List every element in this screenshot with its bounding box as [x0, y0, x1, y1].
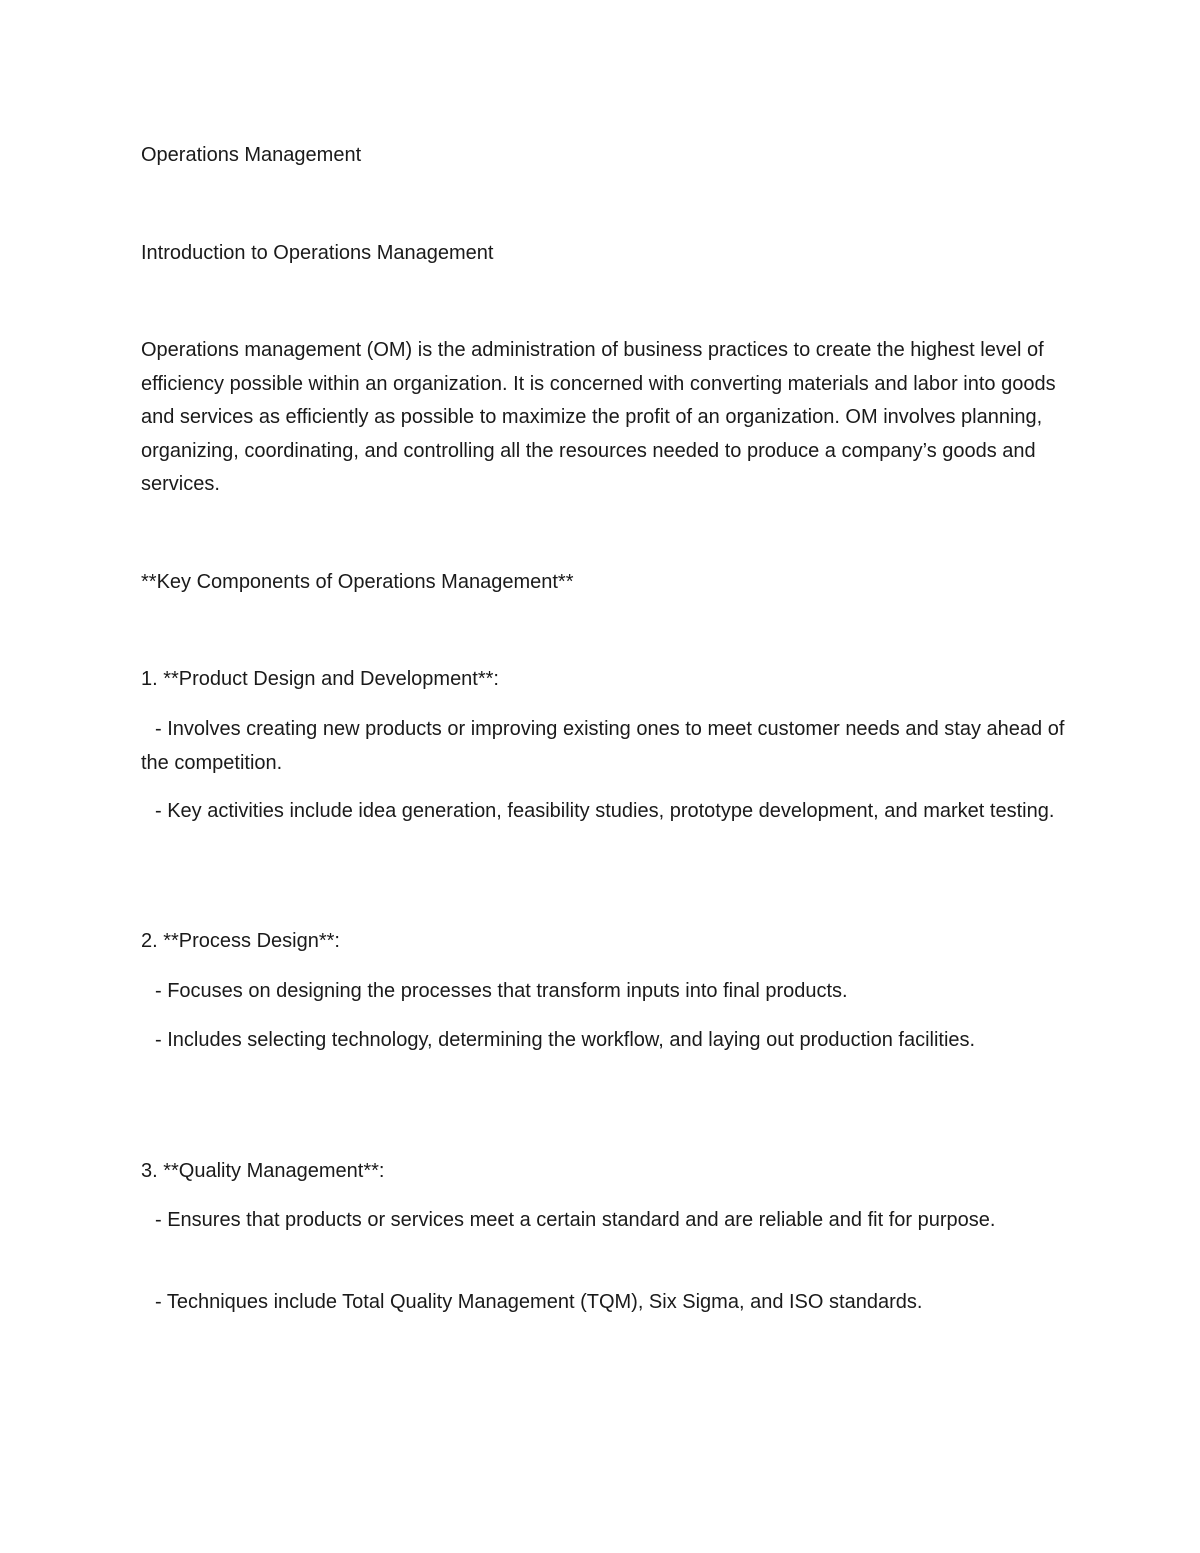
section-heading-product-design: 1. **Product Design and Development**:: [141, 668, 499, 690]
key-components-heading: **Key Components of Operations Management**: [141, 571, 574, 593]
bullet-process-design-2: - Includes selecting technology, determining the workflow, and laying out production facilities.: [155, 1029, 976, 1051]
bullet-product-design-2: - Key activities include idea generation, feasibility studies, prototype development, and market testing.: [155, 800, 1055, 822]
bullet-quality-management-1: - Ensures that products or services meet a certain standard and are reliable and fit for purpose.: [155, 1209, 996, 1231]
document-title: Operations Management: [141, 144, 362, 166]
section-heading-process-design: 2. **Process Design**:: [141, 930, 340, 952]
bullet-process-design-1: - Focuses on designing the processes that transform inputs into final products.: [155, 980, 848, 1002]
intro-heading: Introduction to Operations Management: [141, 242, 494, 264]
intro-paragraph: Operations management (OM) is the administration of business practices to create the highest level of efficiency possible within an organization. It is concerned with converting materials and labor into goods and services as efficiently as possible to maximize the profit of an organization. OM involves planning, organizing, coordinating, and controlling all the resources needed to produce a company’s goods and services.: [141, 339, 1056, 495]
bullet-product-design-1: - Involves creating new products or improving existing ones to meet customer needs and stay ahead of the competition.: [141, 718, 1065, 774]
bullet-quality-management-2: - Techniques include Total Quality Management (TQM), Six Sigma, and ISO standards.: [155, 1291, 923, 1313]
section-heading-quality-management: 3. **Quality Management**:: [141, 1160, 385, 1182]
